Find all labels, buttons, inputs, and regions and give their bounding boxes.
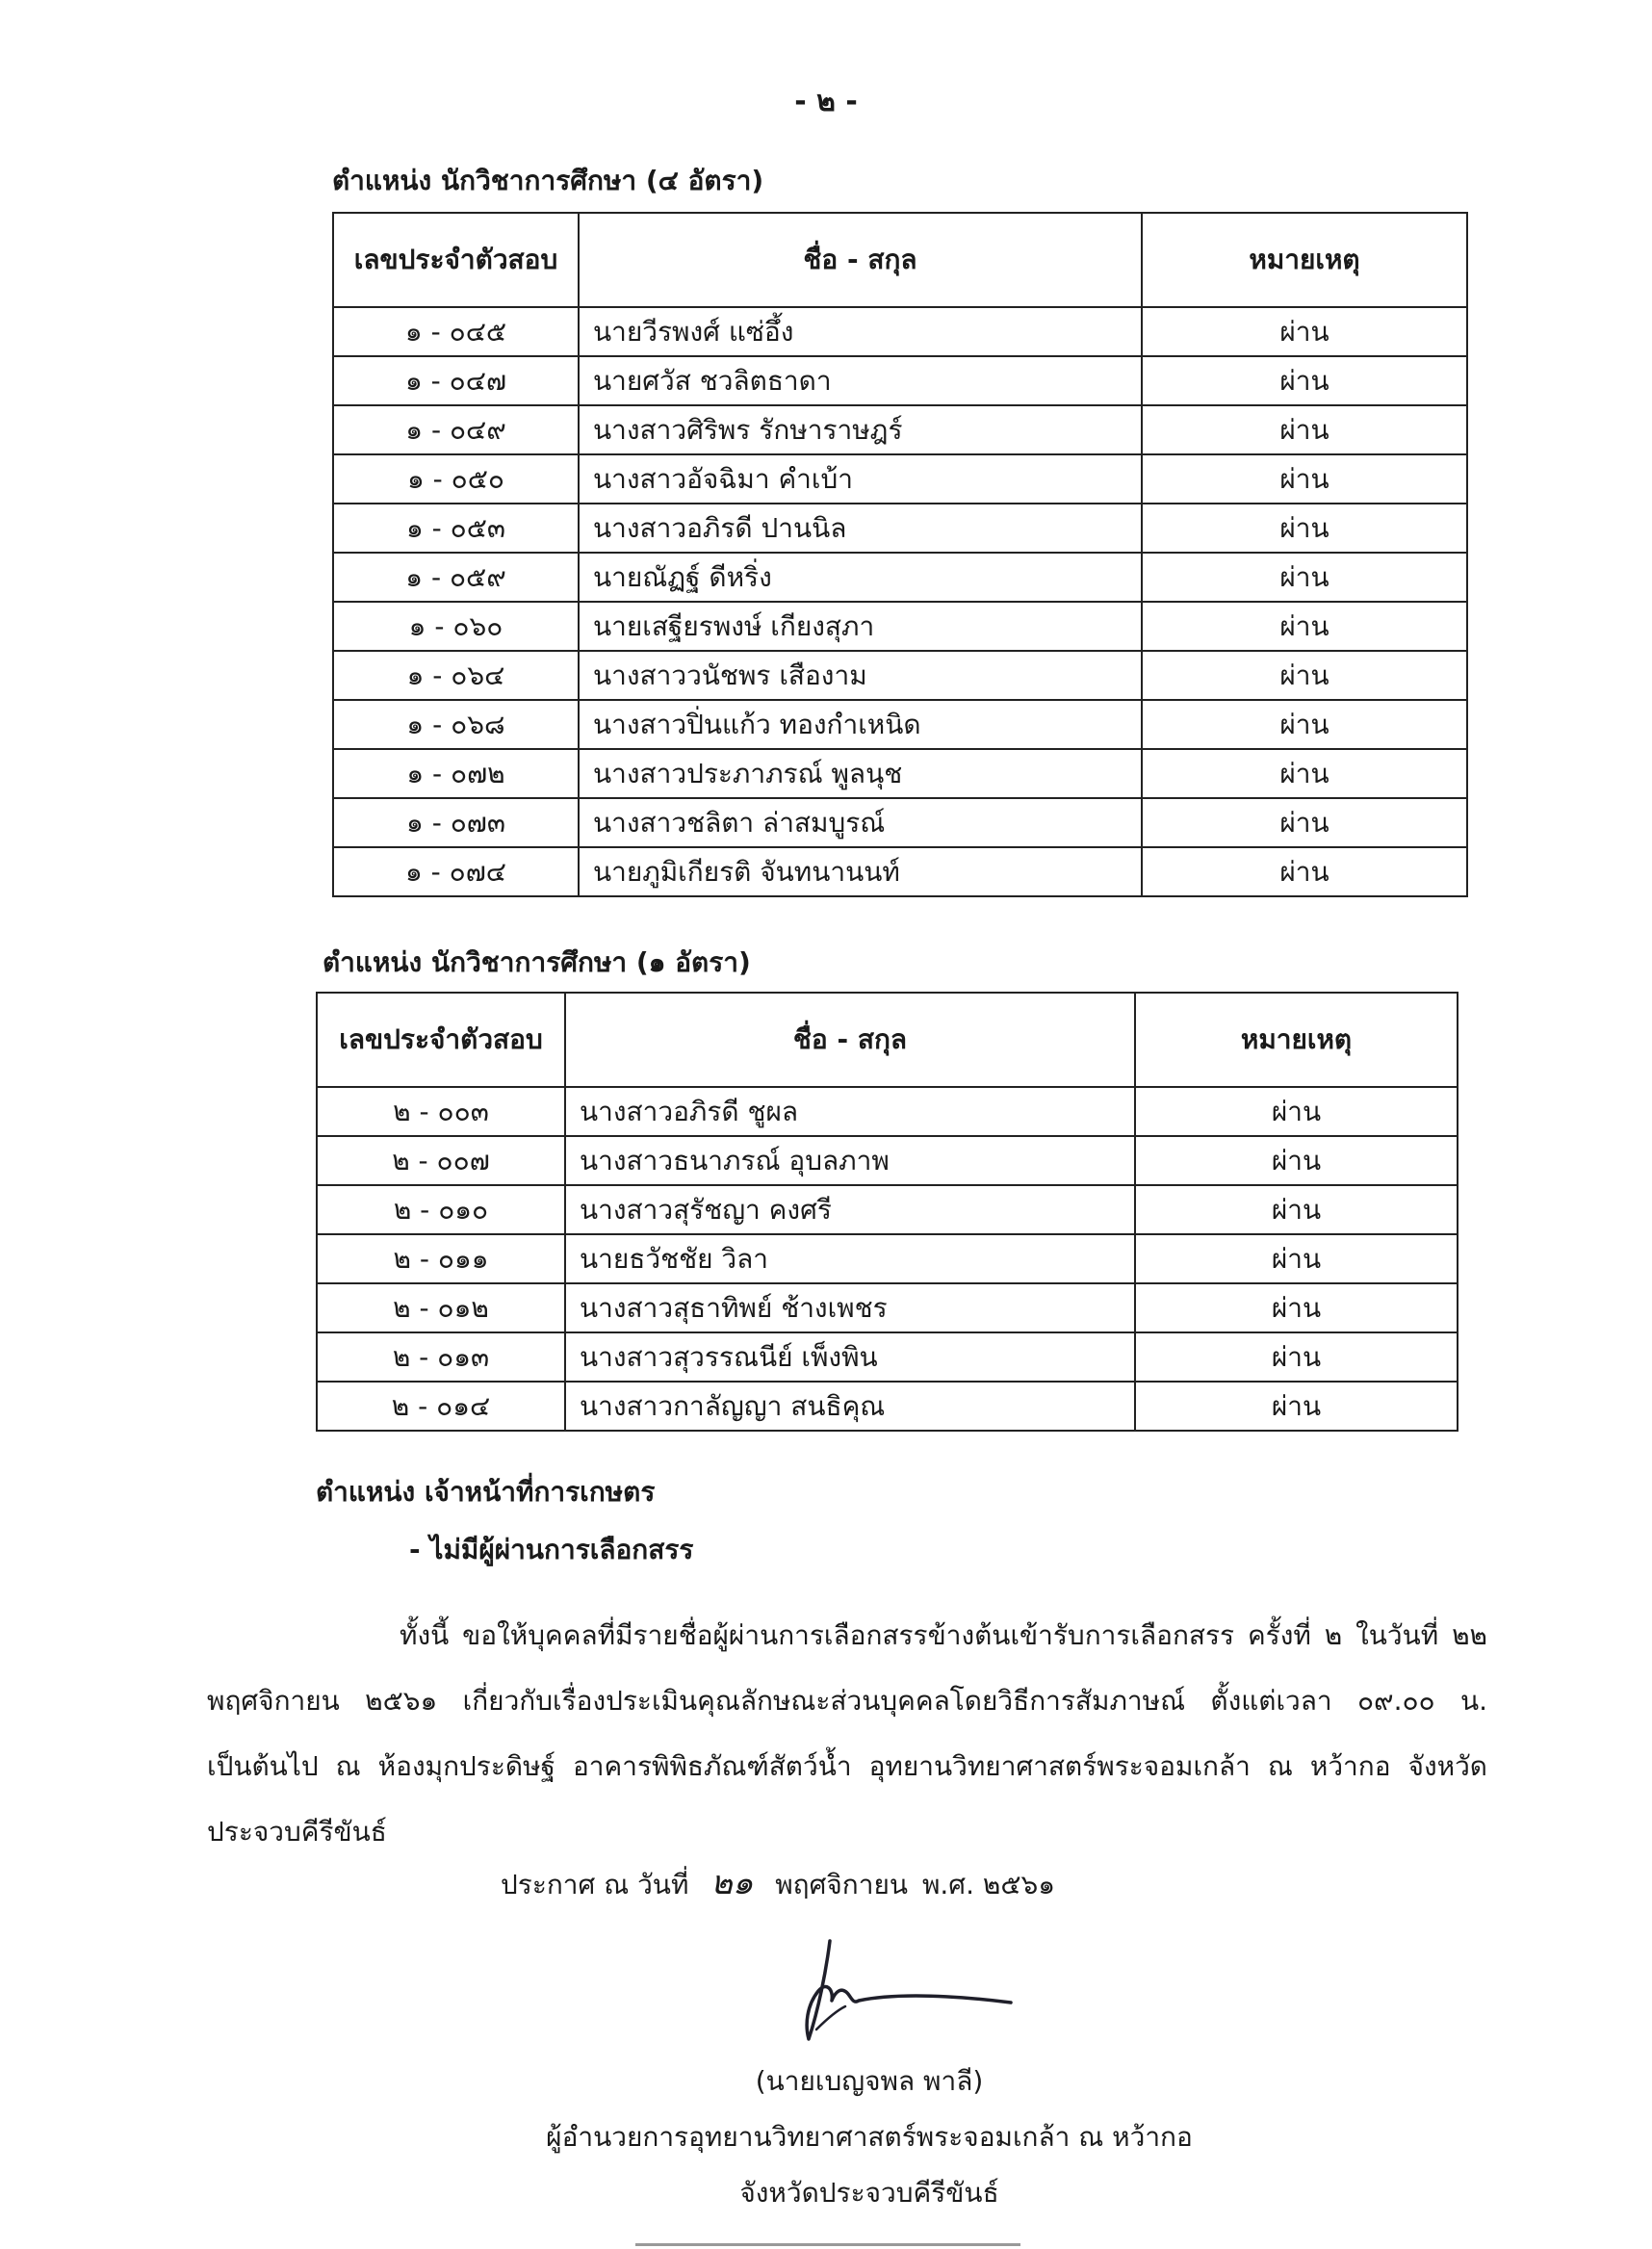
announce-prefix: ประกาศ ณ วันที่ bbox=[501, 1869, 689, 1900]
announce-month: พฤศจิกายน bbox=[775, 1869, 909, 1900]
exam-id-cell: ๑ - ๐๗๔ bbox=[333, 847, 579, 896]
announce-dateline bbox=[501, 1856, 1055, 1908]
table-row bbox=[317, 1185, 1458, 1234]
name-cell: นางสาวอัจฉิมา คำเบ้า bbox=[579, 454, 1142, 504]
results-table-2 bbox=[316, 992, 1458, 1432]
exam-id-cell: ๒ - ๐๐๓ bbox=[317, 1087, 565, 1136]
name-cell: นายศวัส ชวลิตธาดา bbox=[579, 356, 1142, 405]
exam-id-cell: ๑ - ๐๕๐ bbox=[333, 454, 579, 504]
note-cell: ผ่าน bbox=[1142, 749, 1467, 798]
table-row bbox=[333, 405, 1467, 454]
exam-id-cell: ๒ - ๐๑๑ bbox=[317, 1234, 565, 1283]
note-cell: ผ่าน bbox=[1142, 602, 1467, 651]
exam-id-cell: ๑ - ๐๕๙ bbox=[333, 553, 579, 602]
name-cell: นางสาววนัชพร เสืองาม bbox=[579, 651, 1142, 700]
name-cell: นายณัฏฐ์ ดีหริ่ง bbox=[579, 553, 1142, 602]
table-row bbox=[317, 1332, 1458, 1382]
name-cell: นายภูมิเกียรติ จันทนานนท์ bbox=[579, 847, 1142, 896]
exam-id-cell: ๑ - ๐๖๔ bbox=[333, 651, 579, 700]
note-cell: ผ่าน bbox=[1142, 405, 1467, 454]
header-name: ชื่อ - สกุล bbox=[579, 213, 1142, 307]
note-cell: ผ่าน bbox=[1142, 454, 1467, 504]
note-cell: ผ่าน bbox=[1142, 700, 1467, 749]
header-note: หมายเหตุ bbox=[1135, 993, 1458, 1087]
table-row bbox=[317, 1136, 1458, 1185]
table-row bbox=[317, 1087, 1458, 1136]
note-cell: ผ่าน bbox=[1135, 1332, 1458, 1382]
table-row bbox=[317, 1234, 1458, 1283]
name-cell: นางสาวปิ่นแก้ว ทองกำเหนิด bbox=[579, 700, 1142, 749]
signer-name: (นายเบญจพล พาลี) bbox=[755, 2065, 984, 2097]
note-cell: ผ่าน bbox=[1142, 651, 1467, 700]
name-cell: นางสาวอภิรดี ชูผล bbox=[565, 1087, 1135, 1136]
announce-day: ๒๑ bbox=[710, 1864, 754, 1902]
table-row bbox=[333, 356, 1467, 405]
results-table-1 bbox=[332, 212, 1468, 897]
note-cell: ผ่าน bbox=[1142, 847, 1467, 896]
table-row bbox=[333, 307, 1467, 356]
exam-id-cell: ๑ - ๐๖๐ bbox=[333, 602, 579, 651]
announce-year: พ.ศ. ๒๕๖๑ bbox=[921, 1869, 1056, 1900]
note-cell: ผ่าน bbox=[1135, 1136, 1458, 1185]
exam-id-cell: ๒ - ๐๑๓ bbox=[317, 1332, 565, 1382]
section-title-1: ตำแหน่ง นักวิชาการศึกษา (๔ อัตรา) bbox=[332, 165, 764, 196]
note-cell: ผ่าน bbox=[1135, 1234, 1458, 1283]
name-cell: นายธวัชชัย วิลา bbox=[565, 1234, 1135, 1283]
note-cell: ผ่าน bbox=[1142, 504, 1467, 553]
table-row bbox=[333, 651, 1467, 700]
exam-id-cell: ๑ - ๐๔๗ bbox=[333, 356, 579, 405]
table-row bbox=[333, 700, 1467, 749]
header-name: ชื่อ - สกุล bbox=[565, 993, 1135, 1087]
section-title-2: ตำแหน่ง นักวิชาการศึกษา (๑ อัตรา) bbox=[323, 946, 751, 978]
signer-position: ผู้อำนวยการอุทยานวิทยาศาสตร์พระจอมเกล้า ณ หว้ากอ bbox=[546, 2121, 1193, 2153]
exam-id-cell: ๑ - ๐๕๓ bbox=[333, 504, 579, 553]
name-cell: นางสาวสุรัชญา คงศรี bbox=[565, 1185, 1135, 1234]
note-cell: ผ่าน bbox=[1142, 553, 1467, 602]
name-cell: นายเสฐียรพงษ์ เกียงสุภา bbox=[579, 602, 1142, 651]
name-cell: นางสาวสุวรรณนีย์ เพ็งพิน bbox=[565, 1332, 1135, 1382]
name-cell: นางสาวประภาภรณ์ พูลนุช bbox=[579, 749, 1142, 798]
signer-province: จังหวัดประจวบคีรีขันธ์ bbox=[739, 2177, 999, 2209]
note-cell: ผ่าน bbox=[1142, 307, 1467, 356]
exam-id-cell: ๒ - ๐๑๔ bbox=[317, 1382, 565, 1431]
scan-edge-line bbox=[635, 2243, 1020, 2246]
exam-id-cell: ๑ - ๐๔๙ bbox=[333, 405, 579, 454]
name-cell: นายวีรพงศ์ แซ่อึ้ง bbox=[579, 307, 1142, 356]
header-exam-id: เลขประจำตัวสอบ bbox=[317, 993, 565, 1087]
header-note: หมายเหตุ bbox=[1142, 213, 1467, 307]
exam-id-cell: ๑ - ๐๗๒ bbox=[333, 749, 579, 798]
note-cell: ผ่าน bbox=[1135, 1283, 1458, 1332]
header-exam-id: เลขประจำตัวสอบ bbox=[333, 213, 579, 307]
note-cell: ผ่าน bbox=[1135, 1382, 1458, 1431]
exam-id-cell: ๒ - ๐๑๐ bbox=[317, 1185, 565, 1234]
table-row bbox=[333, 602, 1467, 651]
name-cell: นางสาวสุธาทิพย์ ช้างเพชร bbox=[565, 1283, 1135, 1332]
page-number: - ๒ - bbox=[794, 85, 858, 118]
name-cell: นางสาวธนาภรณ์ อุบลภาพ bbox=[565, 1136, 1135, 1185]
note-cell: ผ่าน bbox=[1142, 356, 1467, 405]
exam-id-cell: ๑ - ๐๔๕ bbox=[333, 307, 579, 356]
section-title-3: ตำแหน่ง เจ้าหน้าที่การเกษตร bbox=[316, 1476, 656, 1508]
exam-id-cell: ๑ - ๐๖๘ bbox=[333, 700, 579, 749]
table-row bbox=[333, 553, 1467, 602]
table-row bbox=[333, 847, 1467, 896]
name-cell: นางสาวกาลัญญา สนธิคุณ bbox=[565, 1382, 1135, 1431]
table-row bbox=[333, 504, 1467, 553]
table-row bbox=[333, 798, 1467, 847]
exam-id-cell: ๒ - ๐๑๒ bbox=[317, 1283, 565, 1332]
table-row bbox=[317, 1283, 1458, 1332]
note-cell: ผ่าน bbox=[1135, 1087, 1458, 1136]
no-candidates-text: - ไม่มีผู้ผ่านการเลือกสรร bbox=[409, 1534, 694, 1565]
note-cell: ผ่าน bbox=[1135, 1185, 1458, 1234]
paragraph-text: ทั้งนี้ ขอให้บุคคลที่มีรายชื่อผู้ผ่านการเลือกสรรข้างต้นเข้ารับการเลือกสรร ครั้งที่ ๒ ในวันที่ ๒๒ พฤศจิกายน ๒๕๖๑ เกี่ยวกับเรื่องประเมินคุณลักษณะส่วนบุคคลโดยวิธีการสัมภาษณ์ ตั้งแต่เวลา ๐๙.๐๐ น. เป็นต้นไป ณ ห้องมุกประดิษฐ์ อาคารพิพิธภัณฑ์สัตว์น้ำ อุทยานวิทยาศาสตร์พระจอมเกล้า ณ หว้ากอ จังหวัดประจวบคีรีขันธ์ bbox=[207, 1619, 1487, 1848]
announcement-paragraph bbox=[207, 1603, 1487, 1865]
table-row bbox=[333, 454, 1467, 504]
table-row bbox=[317, 1382, 1458, 1431]
exam-id-cell: ๑ - ๐๗๓ bbox=[333, 798, 579, 847]
name-cell: นางสาวชลิตา ล่าสมบูรณ์ bbox=[579, 798, 1142, 847]
signature-image bbox=[770, 1933, 1059, 2049]
name-cell: นางสาวอภิรดี ปานนิล bbox=[579, 504, 1142, 553]
table-row bbox=[333, 749, 1467, 798]
name-cell: นางสาวศิริพร รักษาราษฎร์ bbox=[579, 405, 1142, 454]
exam-id-cell: ๒ - ๐๐๗ bbox=[317, 1136, 565, 1185]
note-cell: ผ่าน bbox=[1142, 798, 1467, 847]
